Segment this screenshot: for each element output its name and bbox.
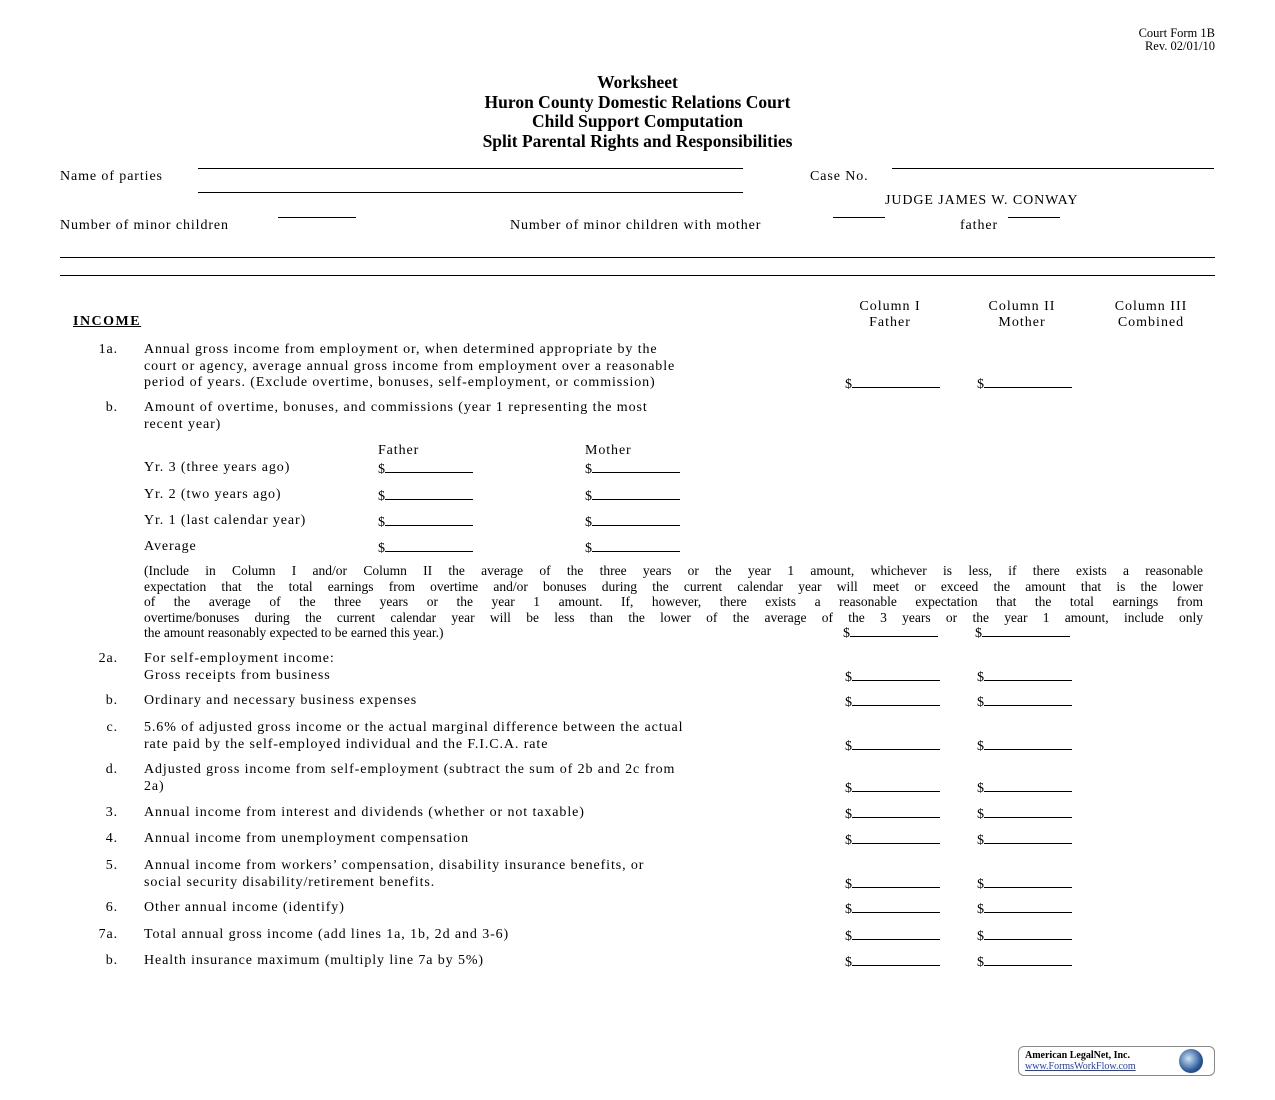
amount-field[interactable] (977, 953, 1072, 971)
amount-blank[interactable] (385, 460, 473, 473)
dollar-sign: $ (845, 669, 852, 685)
amount-field[interactable] (845, 831, 940, 849)
amount-blank[interactable] (852, 900, 940, 913)
amount-blank[interactable] (984, 831, 1072, 844)
line-text: Annual income from interest and dividends (whether or not taxable) (144, 805, 585, 820)
dollar-sign: $ (845, 902, 852, 917)
amount-field[interactable] (977, 927, 1072, 945)
amount-blank[interactable] (852, 668, 940, 681)
amount-field[interactable] (585, 460, 680, 478)
title-computation: Child Support Computation (531, 111, 744, 131)
line-number: b. (105, 400, 118, 415)
amount-field[interactable] (585, 487, 680, 505)
dollar-sign: $ (585, 541, 592, 556)
amount-blank[interactable] (984, 875, 1072, 888)
year-label: Yr. 1 (last calendar year) (144, 513, 307, 528)
line-text: social security disability/retirement benefits. (144, 874, 436, 890)
line-text: For self-employment income: (144, 651, 335, 666)
amount-blank[interactable] (592, 460, 680, 473)
column-label: Column II (988, 299, 1056, 314)
line-text: Other annual income (identify) (144, 900, 345, 915)
title-court: Huron County Domestic Relations Court (484, 92, 791, 112)
dollar-sign: $ (977, 669, 984, 685)
dollar-sign: $ (977, 695, 984, 710)
line-text: Gross receipts from business (144, 667, 331, 683)
amount-blank[interactable] (592, 513, 680, 526)
dollar-sign: $ (845, 929, 852, 944)
dollar-sign: $ (843, 626, 850, 641)
dollar-sign: $ (845, 738, 852, 754)
dollar-sign: $ (977, 955, 984, 970)
line-text: Annual gross income from employment or, when determined appropriate by the (144, 342, 658, 357)
title-split-rights: Split Parental Rights and Responsibilities (482, 131, 793, 151)
globe-icon (1179, 1049, 1203, 1073)
amount-blank[interactable] (385, 513, 473, 526)
amount-field[interactable] (845, 375, 940, 393)
dollar-sign: $ (378, 489, 385, 504)
column-label: Combined (1117, 315, 1185, 330)
amount-blank[interactable] (984, 375, 1072, 388)
amount-field[interactable] (977, 875, 1072, 893)
parties-field-1[interactable] (198, 168, 743, 169)
amount-blank[interactable] (592, 487, 680, 500)
amount-field[interactable] (977, 375, 1072, 393)
amount-blank[interactable] (385, 487, 473, 500)
dollar-sign: $ (977, 780, 984, 796)
line-text: Adjusted gross income from self-employment (subtract the sum of 2b and 2c from (144, 762, 676, 777)
note-line: expectation that the total earnings from overtime and/or bonuses during the current calendar year will meet or exceed the amount that is the lower (144, 578, 1203, 594)
line-number: 5. (105, 858, 118, 873)
note-line: (Include in Column I and/or Column II the average of the three years or the year 1 amount, whichever is less, if there exists a reasonable (144, 563, 1203, 578)
amount-blank[interactable] (984, 927, 1072, 940)
column-2-header (967, 299, 1077, 331)
amount-field[interactable] (977, 900, 1072, 918)
dollar-sign: $ (977, 807, 984, 822)
children-with-father-field[interactable] (1008, 217, 1060, 218)
line-number: 6. (105, 900, 118, 915)
amount-blank[interactable] (385, 539, 473, 552)
dollar-sign: $ (585, 462, 592, 477)
amount-field[interactable] (845, 927, 940, 945)
amount-field[interactable] (977, 737, 1072, 755)
dollar-sign: $ (977, 929, 984, 944)
parties-field-2[interactable] (198, 192, 743, 193)
note-line: overtime/bonuses during the current calendar year will be less than the lower of the average of the 3 years or the year 1 amount, include only (144, 609, 1203, 625)
dollar-sign: $ (845, 833, 852, 848)
amount-blank[interactable] (852, 953, 940, 966)
line-number: 4. (105, 831, 118, 846)
dollar-sign: $ (845, 955, 852, 970)
form-number: Court Form 1B (1138, 26, 1215, 40)
amount-blank[interactable] (592, 539, 680, 552)
children-with-mother-label: Number of minor children with mother (510, 218, 762, 233)
children-with-mother-field[interactable] (833, 217, 885, 218)
amount-field[interactable] (845, 779, 940, 797)
parties-label: Name of parties (60, 169, 163, 184)
amount-blank[interactable] (852, 779, 940, 792)
year-label: Yr. 3 (three years ago) (144, 460, 291, 475)
amount-blank[interactable] (984, 900, 1072, 913)
amount-field[interactable] (843, 624, 938, 642)
title-worksheet: Worksheet (597, 72, 678, 92)
minor-children-label: Number of minor children (60, 218, 229, 233)
amount-blank[interactable] (852, 875, 940, 888)
amount-blank[interactable] (852, 375, 940, 388)
amount-field[interactable] (378, 513, 473, 531)
amount-blank[interactable] (852, 805, 940, 818)
column-1-header (835, 299, 945, 331)
dollar-sign: $ (977, 377, 984, 392)
dollar-sign: $ (977, 902, 984, 917)
case-no-field[interactable] (892, 168, 1214, 169)
dollar-sign: $ (977, 738, 984, 754)
dollar-sign: $ (977, 876, 984, 892)
line-number: b. (105, 953, 118, 968)
column-label: Column I (859, 299, 921, 314)
line-text: court or agency, average annual gross income from employment over a reasonable (144, 358, 676, 374)
dollar-sign: $ (378, 515, 385, 530)
amount-blank[interactable] (984, 668, 1072, 681)
amount-blank[interactable] (984, 737, 1072, 750)
amount-field[interactable] (977, 831, 1072, 849)
amount-field[interactable] (585, 539, 680, 557)
amount-blank[interactable] (984, 805, 1072, 818)
amount-blank[interactable] (852, 831, 940, 844)
judge-name: JUDGE JAMES W. CONWAY (885, 193, 1079, 208)
dollar-sign: $ (378, 462, 385, 477)
dollar-sign: $ (845, 780, 852, 796)
amount-field[interactable] (378, 460, 473, 478)
line-text: Amount of overtime, bonuses, and commissions (year 1 representing the most (144, 400, 648, 415)
dollar-sign: $ (845, 876, 852, 892)
column-3-header (1096, 299, 1206, 331)
amount-blank[interactable] (984, 779, 1072, 792)
line-number: 7a. (98, 927, 118, 942)
amount-blank[interactable] (982, 624, 1070, 637)
amount-field[interactable] (977, 693, 1072, 711)
divider (60, 275, 1215, 276)
amount-blank[interactable] (984, 953, 1072, 966)
amount-field[interactable] (975, 624, 1070, 642)
sub-father-header: Father (378, 443, 420, 458)
line-number: 1a. (98, 342, 118, 357)
line-number: c. (106, 720, 118, 735)
sub-mother-header: Mother (585, 443, 632, 458)
line-text: Total annual gross income (add lines 1a, 1b, 2d and 3-6) (144, 927, 510, 942)
amount-field[interactable] (977, 779, 1072, 797)
amount-blank[interactable] (984, 693, 1072, 706)
column-label: Column III (1114, 299, 1188, 314)
amount-field[interactable] (378, 539, 473, 557)
amount-field[interactable] (845, 900, 940, 918)
amount-field[interactable] (977, 805, 1072, 823)
amount-field[interactable] (845, 737, 940, 755)
line-number: 3. (105, 805, 118, 820)
line-text: 5.6% of adjusted gross income or the actual marginal difference between the actual (144, 720, 684, 735)
logo-company: American LegalNet, Inc. (1025, 1050, 1130, 1061)
line-text: Health insurance maximum (multiply line 7a by 5%) (144, 953, 484, 968)
line-text: Annual income from unemployment compensation (144, 831, 469, 846)
amount-field[interactable] (845, 668, 940, 686)
line-number: d. (105, 762, 118, 777)
line-text: 2a) (144, 778, 165, 794)
line-text: period of years. (Exclude overtime, bonuses, self-employment, or commission) (144, 375, 656, 390)
amount-field[interactable] (845, 805, 940, 823)
line-text: rate paid by the self-employed individual and the F.I.C.A. rate (144, 736, 549, 752)
line-number: 2a. (98, 651, 118, 666)
dollar-sign: $ (378, 541, 385, 556)
line-text: Ordinary and necessary business expenses (144, 693, 418, 708)
logo-url[interactable]: www.FormsWorkFlow.com (1025, 1061, 1136, 1072)
amount-field[interactable] (845, 953, 940, 971)
divider (60, 257, 1215, 258)
amount-blank[interactable] (852, 927, 940, 940)
amount-field[interactable] (585, 513, 680, 531)
year-label: Yr. 2 (two years ago) (144, 487, 282, 502)
line-text: recent year) (144, 416, 222, 432)
amount-field[interactable] (845, 875, 940, 893)
dollar-sign: $ (977, 833, 984, 848)
line-text: Annual income from workers’ compensation, disability insurance benefits, or (144, 858, 645, 873)
form-revision: Rev. 02/01/10 (1144, 39, 1215, 53)
children-with-father-label: father (960, 218, 999, 233)
column-label: Mother (998, 315, 1046, 330)
case-no-label: Case No. (810, 169, 869, 184)
amount-field[interactable] (378, 487, 473, 505)
amount-blank[interactable] (852, 737, 940, 750)
minor-children-field[interactable] (278, 217, 356, 218)
american-legalnet-logo (1018, 1046, 1215, 1076)
section-income: INCOME (73, 314, 142, 329)
dollar-sign: $ (585, 489, 592, 504)
note-line: the amount reasonably expected to be earned this year.) (144, 625, 444, 640)
amount-blank[interactable] (850, 624, 938, 637)
amount-blank[interactable] (852, 693, 940, 706)
dollar-sign: $ (845, 377, 852, 392)
dollar-sign: $ (845, 807, 852, 822)
dollar-sign: $ (845, 695, 852, 710)
column-label: Father (869, 315, 911, 330)
year-label: Average (144, 539, 197, 554)
amount-field[interactable] (977, 668, 1072, 686)
line-number: b. (105, 693, 118, 708)
dollar-sign: $ (975, 626, 982, 641)
note-line: of the average of the three years or the year 1 amount. If, however, there exists a reasonable expectation that the total earnings from (144, 594, 1203, 609)
dollar-sign: $ (585, 515, 592, 530)
amount-field[interactable] (845, 693, 940, 711)
